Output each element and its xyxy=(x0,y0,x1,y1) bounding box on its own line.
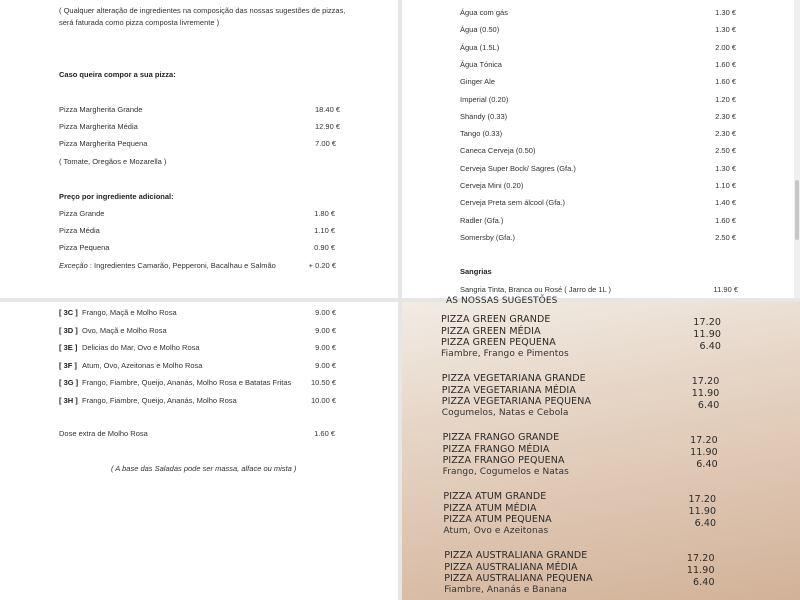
drink-item-name: Água com gás xyxy=(460,8,508,17)
drink-item-name: Shandy (0.33) xyxy=(460,111,508,121)
extra-item-name: Pizza Média xyxy=(59,226,100,235)
drink-item-price: 1.40 € xyxy=(715,198,736,208)
sangria-item-name: Sangria Tinta, Branca ou Rosé ( Jarro de 1L ) xyxy=(460,285,612,294)
base-item-name: Pizza Margherita Grande xyxy=(59,105,143,114)
menu-photo-suggestions xyxy=(402,296,800,600)
salad-item-name: Frango, Maçã e Molho Rosa xyxy=(82,308,177,317)
drink-item-price: 1.10 € xyxy=(715,181,736,190)
salad-item-price: 10.00 € xyxy=(310,395,336,405)
extra-sauce-name: Dose extra de Molho Rosa xyxy=(59,429,148,438)
drink-item-price: 1.30 € xyxy=(715,8,736,17)
drink-item-name: Cerveja Super Bock/ Sagres (Gfa.) xyxy=(460,163,576,173)
pizza-size-line: PIZZA ATUM MÉDIA xyxy=(443,502,537,514)
pizza-size-price: 6.40 xyxy=(694,517,717,529)
salad-item-code: [ 3C ] xyxy=(59,308,78,317)
drink-item-price: 1.60 € xyxy=(715,59,736,69)
drink-item-name: Somersby (Gfa.) xyxy=(460,232,516,242)
pizza-size-line: PIZZA FRANGO PEQUENA xyxy=(442,455,565,466)
drink-item-price: 2.00 € xyxy=(715,42,736,52)
drink-item-price: 2.50 € xyxy=(715,146,736,156)
pizza-description: Fiambre, Frango e Pimentos xyxy=(441,349,569,359)
drink-item-price: 1.30 € xyxy=(715,163,736,173)
extra-item-name: Pizza Pequena xyxy=(59,243,110,252)
drink-item-name: Tango (0.33) xyxy=(460,129,503,139)
drink-item-name: Cerveja Mini (0.20) xyxy=(460,181,524,190)
pizza-size-price: 6.40 xyxy=(696,458,718,470)
drink-item-price: 2.30 € xyxy=(715,129,736,139)
note-line-1: ( Qualquer alteração de ingredientes na composição das nossas sugestões de pizzas, xyxy=(59,6,346,15)
pizza-size-price: 6.40 xyxy=(699,340,721,352)
salad-item-code: [ 3D ] xyxy=(59,325,78,335)
salad-item-code: [ 3E ] xyxy=(59,343,78,352)
extra-item-price: 1.10 € xyxy=(314,226,335,235)
drink-item-name: Água (1.5L) xyxy=(460,42,500,52)
base-item-name: Pizza Margherita Pequena xyxy=(59,139,148,148)
photo-header-partial: AS NOSSAS SUGESTÕES xyxy=(446,296,558,306)
salad-item-code: [ 3G ] xyxy=(59,378,79,387)
pizza-size-price: 17.20 xyxy=(693,317,721,328)
base-item-price: 12.90 € xyxy=(314,122,340,131)
pizza-size-line: PIZZA AUSTRALIANA MÉDIA xyxy=(444,561,578,573)
pizza-size-price: 11.90 xyxy=(686,564,715,576)
pizza-size-price: 17.20 xyxy=(691,376,720,387)
sangrias-heading: Sangrias xyxy=(460,267,492,276)
menu-panel-drinks xyxy=(402,0,800,298)
pizza-size-line: PIZZA GREEN GRANDE xyxy=(441,314,551,325)
pizza-size-price: 6.40 xyxy=(697,399,720,411)
drink-item-price: 2.30 € xyxy=(715,111,736,121)
pizza-size-price: 17.20 xyxy=(688,494,717,505)
pizza-description: Atum, Ovo e Azeitonas xyxy=(443,526,549,536)
pizza-size-line: PIZZA VEGETARIANA MÉDIA xyxy=(441,384,576,396)
pizza-size-line: PIZZA GREEN MÉDIA xyxy=(441,325,541,337)
salad-item-name: Delicias do Mar, Ovo e Molho Rosa xyxy=(82,343,200,352)
exception-label: Exceção xyxy=(59,261,88,270)
pizza-size-line: PIZZA VEGETARIANA PEQUENA xyxy=(441,396,592,407)
extra-item-price: 0.90 € xyxy=(314,243,335,252)
exception-line xyxy=(59,261,276,270)
base-item-price: 18.40 € xyxy=(314,105,340,114)
salad-item-code: [ 3H ] xyxy=(59,395,78,405)
pizza-size-line: PIZZA FRANGO GRANDE xyxy=(442,432,560,443)
drink-item-name: Ginger Ale xyxy=(460,77,496,87)
extra-heading: Preço por ingrediente adicional: xyxy=(59,192,174,201)
salad-item-price: 9.00 € xyxy=(315,360,336,370)
drink-item-price: 2.50 € xyxy=(715,232,736,242)
exception-text: : Ingredientes Camarão, Pepperoni, Bacalhau e Salmão xyxy=(89,261,276,270)
note-line-2: será faturada como pizza composta livremente ) xyxy=(59,18,220,27)
pizza-size-line: PIZZA GREEN PEQUENA xyxy=(441,337,556,348)
extra-item-name: Pizza Grande xyxy=(59,209,105,218)
compose-heading: Caso queira compor a sua pizza: xyxy=(59,70,176,79)
drink-item-price: 1.20 € xyxy=(715,94,736,104)
pizza-description: Frango, Cogumelos e Natas xyxy=(442,467,569,477)
base-item-price: 7.00 € xyxy=(315,139,336,148)
pizza-size-line: PIZZA ATUM PEQUENA xyxy=(443,514,552,525)
sangria-item-price: 11.90 € xyxy=(713,285,738,294)
pizza-size-line: PIZZA AUSTRALIANA PEQUENA xyxy=(444,573,593,584)
pizza-size-price: 17.20 xyxy=(686,553,715,564)
salad-item-price: 9.00 € xyxy=(315,308,336,317)
pizza-size-line: PIZZA ATUM GRANDE xyxy=(443,491,547,502)
menu-panel-salads xyxy=(0,302,398,600)
drink-item-name: Radler (Gfa.) xyxy=(460,215,504,225)
scrollbar-thumb[interactable] xyxy=(795,180,799,240)
pizza-size-line: PIZZA VEGETARIANA GRANDE xyxy=(441,373,586,384)
salad-item-price: 10.50 € xyxy=(310,378,336,387)
extra-sauce-price: 1.60 € xyxy=(314,429,335,438)
salad-item-name: Frango, Fiambre, Queijo, Ananás, Molho Rosa e Batatas Fritas xyxy=(82,378,292,387)
pizza-size-price: 11.90 xyxy=(691,387,720,399)
drink-item-name: Imperial (0.20) xyxy=(460,94,509,104)
drink-item-name: Água Tónica xyxy=(460,59,502,69)
drink-item-price: 1.30 € xyxy=(715,25,736,35)
drink-item-name: Caneca Cerveja (0.50) xyxy=(460,146,536,156)
pizza-size-price: 11.90 xyxy=(688,505,717,517)
menu-panel-pizza-compose xyxy=(0,0,398,298)
salad-base-note: ( A base das Saladas pode ser massa, alface ou mista ) xyxy=(111,464,297,473)
pizza-description: Cogumelos, Natas e Cebola xyxy=(441,408,569,418)
drink-item-price: 1.60 € xyxy=(715,215,736,225)
pizza-size-price: 17.20 xyxy=(690,435,718,446)
pizza-size-price: 6.40 xyxy=(693,576,715,588)
base-ingredients: ( Tomate, Oregãos e Mozarella ) xyxy=(59,157,167,166)
salad-item-name: Frango, Fiambre, Queijo, Ananás, Molho Rosa xyxy=(82,395,237,405)
extra-item-price: 1.80 € xyxy=(314,209,335,218)
salad-item-code: [ 3F ] xyxy=(59,360,77,370)
drink-item-name: Cerveja Preta sem álcool (Gfa.) xyxy=(460,198,566,208)
pizza-size-line: PIZZA FRANGO MÉDIA xyxy=(442,443,550,455)
exception-price: + 0.20 € xyxy=(308,261,336,270)
drink-item-price: 1.60 € xyxy=(715,77,736,87)
pizza-size-price: 11.90 xyxy=(690,446,718,458)
page-scrollbar[interactable] xyxy=(794,0,800,298)
base-item-name: Pizza Margherita Média xyxy=(59,122,138,131)
salad-item-name: Atum, Ovo, Azeitonas e Molho Rosa xyxy=(82,360,203,370)
salad-item-name: Ovo, Maçã e Molho Rosa xyxy=(82,325,167,335)
pizza-description: Fiambre, Ananás e Banana xyxy=(444,585,568,595)
salad-item-price: 9.00 € xyxy=(315,343,336,352)
pizza-size-price: 11.90 xyxy=(693,328,721,340)
drink-item-name: Água (0.50) xyxy=(460,25,500,35)
pizza-size-line: PIZZA AUSTRALIANA GRANDE xyxy=(444,550,588,561)
salad-item-price: 9.00 € xyxy=(315,325,336,335)
